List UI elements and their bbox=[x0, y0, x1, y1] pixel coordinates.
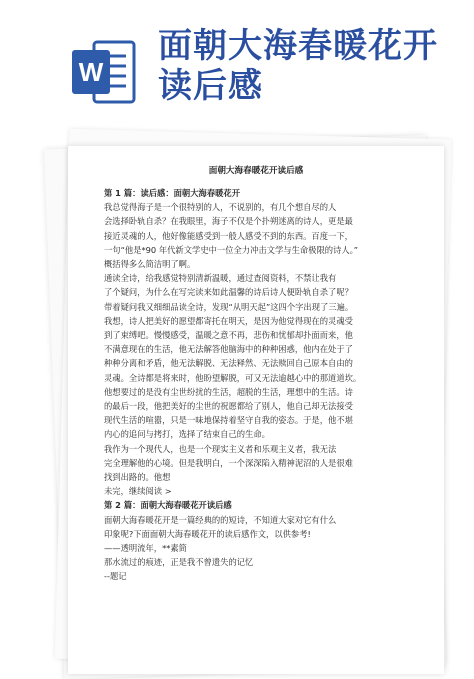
paragraph-line: 灵魂。全诗都是将来时，他盼望解脱，可又无法逾越心中的那道道坎。 bbox=[104, 372, 362, 383]
paragraph-line: 他想要过的是没有尘世纷扰的生活，超脱的生活，理想中的生活。诗 bbox=[104, 386, 353, 397]
paragraph-line: 我想，诗人把美好的愿望都寄托在明天，是因为他觉得现在的灵魂受 bbox=[104, 315, 353, 326]
paragraph-line: 了个疑问，为什么在写完读来如此温馨的诗后诗人便卧轨自杀了呢？ bbox=[104, 287, 353, 298]
paragraph-line: 接近灵魂的人，他好像能感受到一般人感受不到的东西。百度一下， bbox=[104, 230, 353, 241]
paragraph-line: 一句“他是*90 年代新文学史中一位全力冲击文学与生命极限的诗人。” bbox=[104, 244, 359, 255]
paragraph-line: 到了束缚吧。慢慢感受，温暖之意不再，悲伤和忧郁却扑面而来，他 bbox=[104, 330, 353, 340]
paragraph-line: 种种分离和矛盾，他无法解脱、无法释然、无法赎回自己原本自由的 bbox=[104, 358, 353, 369]
word-document-icon bbox=[68, 36, 140, 108]
paragraph-line: 概括得多么简洁明了啊。 bbox=[104, 259, 196, 269]
paragraph-line: 面朝大海春暖花开是一篇经典的的短诗，不知道大家对它有什么 bbox=[104, 514, 337, 525]
paragraph-line: 印象呢?下面面朝大海春暖花开的读后感作文，以供参考! bbox=[104, 528, 311, 539]
header-banner bbox=[0, 0, 474, 120]
section-heading: 第 1 篇：读后感：面朝大海春暖花开 bbox=[104, 188, 241, 198]
paragraph-line: 带着疑问我又细细品读全诗，发现“从明天起”这四个字出现了三遍。 bbox=[104, 301, 354, 312]
paragraph-line: 的最后一段，他把美好的尘世的祝愿都给了别人，他自己却无法接受 bbox=[104, 401, 353, 411]
page-title bbox=[158, 26, 468, 106]
section-heading: 第 2 篇：面朝大海春暖花开读后感 bbox=[104, 500, 232, 511]
paragraph-line: ——透明流年，**素简 bbox=[104, 543, 187, 553]
document-page bbox=[68, 146, 444, 674]
paragraph-line: 我总觉得海子是一个很特别的人，不说别的，有几个想自尽的人 bbox=[104, 202, 337, 213]
paragraph-line: 内心的追问与拷打，选择了结束自己的生命。 bbox=[104, 429, 270, 440]
paragraph-line: 未完，继续阅读 > bbox=[104, 486, 172, 497]
paragraph-line: 我作为一个现代人，也是一个现实主义者和乐观主义者，我无法 bbox=[104, 443, 337, 454]
paragraph-line: 那水流过的痕迹，正是我不曾遗失的记忆 bbox=[104, 557, 254, 568]
paragraph-line: 现代生活的喧嚣，只是一味地保持着坚守自我的姿态。于是，他不堪 bbox=[104, 415, 353, 426]
paragraph-line: 不满意现在的生活，他无法解答他脑海中的种种困惑，他内在处于了 bbox=[104, 344, 353, 355]
paragraph-line: 通读全诗，给我感觉特别清新温暖，通过查阅资料，不禁让我有 bbox=[104, 273, 337, 284]
document-title: 面朝大海春暖花开读后感 bbox=[208, 166, 304, 176]
paragraph-line: --题记 bbox=[104, 571, 127, 582]
svg-text:W: W bbox=[78, 57, 104, 87]
paragraph-line: 完全理解他的心境。但是我明白，一个深深陷入精神泥沼的人是很难 bbox=[104, 457, 353, 468]
document-preview[interactable] bbox=[44, 124, 444, 669]
page-title-line-1: 面朝大海春暖花开 bbox=[158, 26, 438, 66]
page-title-line-2: 读后感 bbox=[158, 66, 263, 106]
paragraph-line: 会选择卧轨自杀？在我眼里，海子不仅是个扑朔迷离的诗人，更是最 bbox=[104, 216, 353, 227]
paragraph-line: 找到出路的。他想 bbox=[104, 472, 171, 482]
